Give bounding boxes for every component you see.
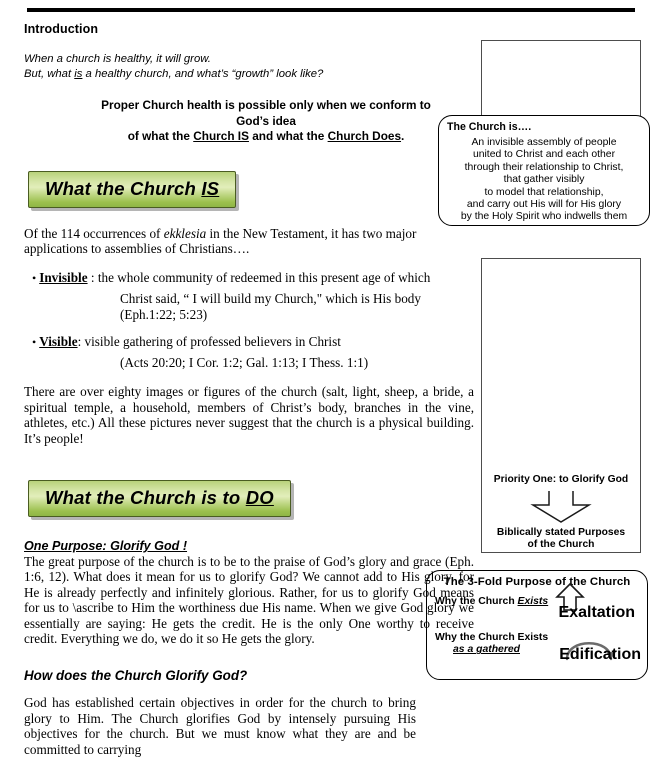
ekklesia-post: in the New Testament, it has two major applications to assemblies of Christians…. <box>24 225 417 256</box>
priority-bottom-label-1: Biblically stated Purposes <box>496 526 626 538</box>
bullet-visible-block <box>24 334 476 370</box>
bullet-invisible-sub: Christ said, “ I will build my Church," which is His body (Eph.1:22; 5:23) <box>120 290 421 322</box>
fold-label-emphasis: Exists <box>517 596 549 607</box>
thesis-line-3 <box>60 129 472 145</box>
bullet-visible-sub: (Acts 20:20; I Cor. 1:2; Gal. 1:13; I Thess. 1:1) <box>120 354 369 370</box>
callout-line: An invisible assembly of people <box>471 137 617 148</box>
how-glorify-heading: How does the Church Glorify God? <box>24 668 248 684</box>
banner-do-pre: What the Church is to <box>45 486 246 508</box>
fold-word-edification: Edification <box>559 646 641 663</box>
fold-label-text: Why the Church Exists <box>435 632 549 643</box>
thesis-statement <box>24 98 476 145</box>
thesis-mid: and what the <box>248 129 328 143</box>
callout-line: that gather visibly <box>503 174 585 186</box>
intro-italic-lines <box>24 52 476 82</box>
banner-is-pre: What the Church <box>45 177 202 199</box>
intro-line-2-post: a healthy church, and what’s “growth” look like? <box>82 68 324 80</box>
priority-top-label: Priority One: to Glorify God <box>493 474 629 485</box>
one-purpose-heading: One Purpose: Glorify God ! <box>24 538 188 553</box>
fold-label-line2: as a gathered <box>453 644 520 656</box>
bullet-dot-icon: • <box>32 335 40 350</box>
ekklesia-paragraph-block <box>24 226 444 257</box>
thesis-post: . <box>401 129 405 143</box>
callout-line: to model that relationship, <box>484 186 604 198</box>
bullet-visible-term: Visible <box>39 334 78 350</box>
callout-line: through their relationship to Christ, <box>464 161 624 173</box>
down-block-arrow-icon <box>518 490 604 524</box>
thesis-church-is: Church IS <box>193 129 249 143</box>
banner-do-underline: DO <box>245 486 274 508</box>
main-content-column <box>24 22 476 757</box>
intro-line-2-underline: is <box>74 68 83 80</box>
how-glorify-paragraph: God has established certain objectives in order for the church to bring glory to Him. The Church glorifies God by intensely pursuing His objectives for the church. But we must know what they are and be committed to carrying <box>24 695 416 757</box>
fold-label-text: Why the Church <box>435 596 518 607</box>
bullet-dot-icon: • <box>32 271 40 286</box>
thesis-line-1: Proper Church health is possible only when we conform to <box>101 98 431 112</box>
eighty-images-paragraph: There are over eighty images or figures of the church (salt, light, sheep, a bride, a spiritual temple, a household, members of Christ’s body, branches in the vine, athletes, etc.) All these pictures never suggest that the church is a physical building. It’s people! <box>24 384 474 446</box>
priority-diagram <box>488 474 634 552</box>
ekklesia-pre: Of the 114 occurrences of <box>24 225 164 241</box>
ekklesia-term: ekklesia <box>163 225 207 241</box>
fold-word-exaltation: Exaltation <box>558 604 635 621</box>
bullet-invisible-text: : the whole community of redeemed in this present age of which <box>87 270 431 286</box>
eighty-images-block <box>24 384 474 446</box>
thesis-line-2: God’s idea <box>236 113 296 128</box>
intro-line-2-pre: But, what <box>24 68 75 80</box>
thesis-church-does: Church Does <box>327 129 402 143</box>
callout-line: and carry out His will for His glory <box>466 199 622 211</box>
bullet-invisible-term: Invisible <box>39 270 88 286</box>
callout-church-title: The Church is…. <box>447 121 532 133</box>
bullet-visible-text: : visible gathering of professed believers in Christ <box>77 334 341 350</box>
bullet-invisible <box>24 270 476 287</box>
one-purpose-paragraph: The great purpose of the church is to be to the praise of God’s glory and grace (Eph. 1:6, 12). What does it mean for us to glorify God? We cannot add to His glory, for He is already perfectly and infinitely glorious. Rather, for us to glorify God means for us to \ascribe to Him the worthiness due His name. When we give God glory we essentially are saying: He gets the credit. He is the only One worthy to receive credit. Everything we do, we do it so He gets the glory. <box>24 553 474 646</box>
thesis-pre: of what the <box>127 129 194 143</box>
intro-line-1: When a church is healthy, it will grow. <box>24 53 211 65</box>
intro-line-2 <box>24 67 476 82</box>
how-glorify-block <box>24 668 416 757</box>
banner-is-underline: IS <box>201 177 220 199</box>
callout-3fold-title: The 3-Fold Purpose of the Church <box>443 576 631 588</box>
banner-what-church-does-wrap <box>28 480 291 517</box>
priority-bottom-label-2: of the Church <box>527 539 595 551</box>
bullet-invisible-block <box>24 270 476 322</box>
ekklesia-paragraph <box>24 226 444 257</box>
page-title: Introduction <box>24 22 99 36</box>
callout-line: by the Holy Spirit who indwells them <box>460 211 628 223</box>
banner-what-church-is <box>28 171 236 208</box>
bullet-visible <box>24 334 476 351</box>
callout-line: united to Christ and each other <box>472 149 616 161</box>
one-purpose-block <box>24 539 474 646</box>
banner-what-church-is-wrap <box>28 171 236 208</box>
banner-what-church-does <box>28 480 291 517</box>
header-rule <box>27 8 635 12</box>
